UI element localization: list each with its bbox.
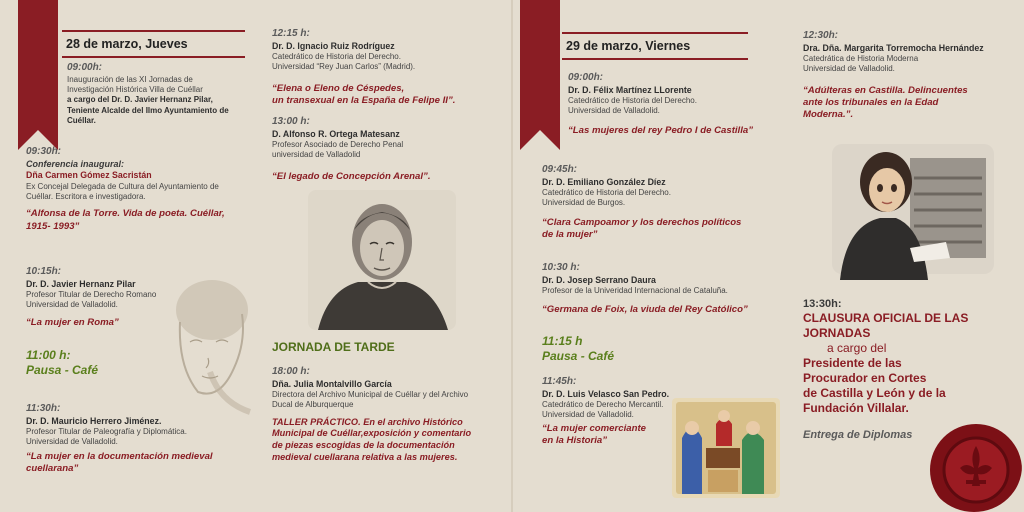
break-label: Pausa - Café: [542, 349, 615, 364]
talk-title: [272, 83, 502, 108]
session-1230-fri: [803, 30, 1018, 122]
left-ribbon: [18, 0, 58, 130]
speaker-name: Dr. D. Félix Martínez LLorente: [568, 84, 692, 95]
talk-title: “Las mujeres del rey Pedro I de Castilla”: [568, 124, 754, 136]
speaker-desc: Ex Concejal Delegada de Cultura del Ayuntamiento de: [26, 181, 219, 191]
talk-title-line: “La mujer en la documentación medieval: [26, 450, 213, 462]
speaker-desc: Universidad de Valladolid.: [542, 410, 634, 420]
speaker-desc: Profesor de la Univeridad Internacional de Cataluña.: [542, 286, 728, 296]
speaker-name: Dra. Dña. Margarita Torremocha Hernández: [803, 42, 984, 53]
closing-presenter-line: Presidente de las: [803, 356, 902, 371]
talk-title-line: 1915- 1993”: [26, 220, 80, 232]
speaker-desc: Cuéllar. Escritora e investigadora.: [26, 191, 146, 201]
talk-title-line: de piezas escogidas de la documentación: [272, 440, 455, 451]
session-line: Investigación Histórica Villa de Cuéllar: [67, 85, 203, 95]
talk-title-line: “La mujer comerciante: [542, 422, 646, 434]
talk-title-line: “Elena o Eleno de Céspedes,: [272, 82, 405, 94]
closing-title: [803, 311, 1018, 341]
break-1115-fri: [542, 334, 692, 365]
speaker-desc: Directora del Archivo Municipal de Cuéllar y del Archivo: [272, 390, 469, 400]
session-time: 09:45h:: [542, 164, 578, 175]
workshop-title: [272, 417, 508, 465]
speaker-desc: Ducal de Alburquerque: [272, 400, 354, 410]
speaker-name: Dr. D. Mauricio Herrero Jiménez.: [26, 415, 162, 426]
talk-title: [542, 217, 772, 242]
right-ribbon: [520, 0, 560, 130]
session-time: 10:30 h:: [542, 262, 580, 273]
closing-presenter-line: de Castilla y León y de la: [803, 386, 946, 401]
session-time: 10:15h:: [26, 266, 62, 277]
speaker-desc: Universidad de Valladolid.: [26, 300, 118, 310]
closing-presenter-line: Procurador en Cortes: [803, 371, 927, 386]
session-0900-thu: [67, 62, 257, 126]
speaker-desc: Profesor Titular de Paleografía y Diplomática.: [26, 427, 187, 437]
wax-seal-fleur-de-lis-icon: [926, 420, 1022, 512]
talk-title-line: “Clara Campoamor y los derechos políticos: [542, 216, 742, 228]
talk-title-line: medieval cuellarana relativa a las mujeres.: [272, 452, 458, 463]
speaker-desc: Catedrático de Historia del Derecho.: [568, 96, 697, 106]
session-line: Inauguración de las XI Jornadas de: [67, 74, 193, 84]
speaker-name: Dr. D. Ignacio Ruiz Rodríguez: [272, 40, 395, 51]
session-1800-thu: [272, 366, 508, 464]
session-time: 11:45h:: [542, 376, 577, 387]
session-time: 09:00h:: [67, 62, 103, 73]
talk-title-line: “Adúlteras en Castilla. Delincuentes: [803, 84, 968, 96]
speaker-name: Dr. D. Josep Serrano Daura: [542, 274, 656, 285]
session-time: 11:30h:: [26, 403, 61, 414]
talk-title-line: ante los tribunales en la Edad: [803, 96, 939, 108]
session-1130-thu: [26, 403, 266, 475]
speaker-desc: Universidad de Valladolid.: [803, 64, 895, 74]
speaker-desc: Universidad de Valladolid.: [26, 437, 118, 447]
speaker-name: Dr. D. Javier Hernanz Pilar: [26, 278, 136, 289]
session-subtitle: Conferencia inaugural:: [26, 158, 125, 169]
closing-presenter: [803, 356, 1018, 416]
talk-title-line: en la Historia”: [542, 434, 608, 446]
break-time: 11:15 h: [542, 334, 583, 348]
session-time: 09:30h:: [26, 146, 62, 157]
talk-title: “El legado de Concepción Arenal”.: [272, 170, 431, 182]
talk-title: “Germana de Foix, la viuda del Rey Católico”: [542, 304, 748, 316]
talk-title: [26, 208, 256, 233]
break-time: 11:00 h:: [26, 348, 71, 362]
talk-title-line: un transexual en la España de Felipe II”.: [272, 94, 456, 106]
talk-title-line: de la mujer”: [542, 228, 598, 240]
session-1215-thu: [272, 28, 502, 107]
talk-title: [26, 451, 266, 476]
session-1030-fri: [542, 262, 782, 317]
right-day-header: 29 de marzo, Viernes: [562, 32, 748, 60]
break-label: Pausa - Café: [26, 363, 99, 378]
diplomas-text: Entrega de Diplomas: [803, 429, 913, 442]
speaker-name: Dña Carmen Gómez Sacristán: [26, 170, 152, 181]
closing-presenter-line: Fundación Villalar.: [803, 401, 909, 416]
session-time: 13:00 h:: [272, 116, 310, 127]
medieval-miniature-image: [672, 398, 780, 498]
speaker-desc: Universidad de Valladolid.: [568, 106, 660, 116]
speaker-desc: Catedrático de Historia del Derecho.: [272, 52, 401, 62]
speaker-name: Dr. D. Luis Velasco San Pedro.: [542, 388, 670, 399]
speaker-desc: Universidad de Burgos.: [542, 198, 626, 208]
talk-title-line: Moderna.”.: [803, 109, 854, 121]
talk-title: “La mujer en Roma”: [26, 316, 119, 328]
speaker-name: Dña. Julia Montalvillo García: [272, 378, 392, 389]
speaker-desc: Profesor Titular de Derecho Romano: [26, 290, 157, 300]
speaker-name: Dr. D. Emiliano González Díez: [542, 176, 666, 187]
speaker-desc: Catedrática de Historia Moderna: [803, 54, 919, 64]
session-time: 18:00 h:: [272, 366, 310, 377]
session-time: 12:30h:: [803, 30, 839, 41]
talk-title-line: Municipal de Cuéllar,exposición y comentario: [272, 428, 472, 439]
session-line: Cuéllar.: [67, 115, 96, 125]
session-time: 12:15 h:: [272, 28, 310, 39]
speaker-desc: universidad de Valladolid: [272, 150, 361, 160]
illustrated-woman-image: [826, 138, 1000, 280]
faded-portrait-image: [150, 272, 262, 420]
closing-title-line: JORNADAS: [803, 326, 871, 341]
left-day-header: 28 de marzo, Jueves: [62, 30, 245, 58]
center-fold: [511, 0, 513, 512]
closing-title-line: CLAUSURA OFICIAL DE LAS: [803, 311, 969, 326]
session-0945-fri: [542, 164, 772, 241]
session-0930-thu: [26, 146, 256, 233]
afternoon-heading-text: JORNADA DE TARDE: [272, 340, 395, 354]
talk-title-line: TALLER PRÁCTICO. En el archivo Histórico: [272, 416, 463, 427]
speaker-desc: Catedrático de Derecho Mercantil.: [542, 400, 664, 410]
talk-title-line: “Alfonsa de la Torre. Vida de poeta. Cuéllar,: [26, 208, 225, 220]
afternoon-heading: [272, 340, 472, 355]
session-line: Teniente Alcalde del Ilmo Ayuntamiento de: [67, 105, 229, 115]
session-0900-fri: [568, 72, 778, 137]
talk-title-line: cuellarana”: [26, 462, 79, 474]
speaker-desc: Catedrático de Historia del Derecho.: [542, 188, 671, 198]
break-1100-thu: [26, 348, 176, 379]
speaker-name: D. Alfonso R. Ortega Matesanz: [272, 128, 400, 139]
speaker-desc: Universidad “Rey Juan Carlos” (Madrid).: [272, 62, 416, 72]
talk-title: [803, 85, 1018, 122]
portrait-engraving-image: [308, 190, 456, 330]
closing-time: 13:30h:: [803, 298, 842, 310]
speaker-desc: Profesor Asociado de Derecho Penal: [272, 140, 404, 150]
session-time: 09:00h:: [568, 72, 604, 83]
closing-by: a cargo del: [827, 341, 887, 356]
session-line: a cargo del Dr. D. Javier Hernanz Pilar,: [67, 95, 213, 105]
session-1300-thu: [272, 116, 502, 183]
